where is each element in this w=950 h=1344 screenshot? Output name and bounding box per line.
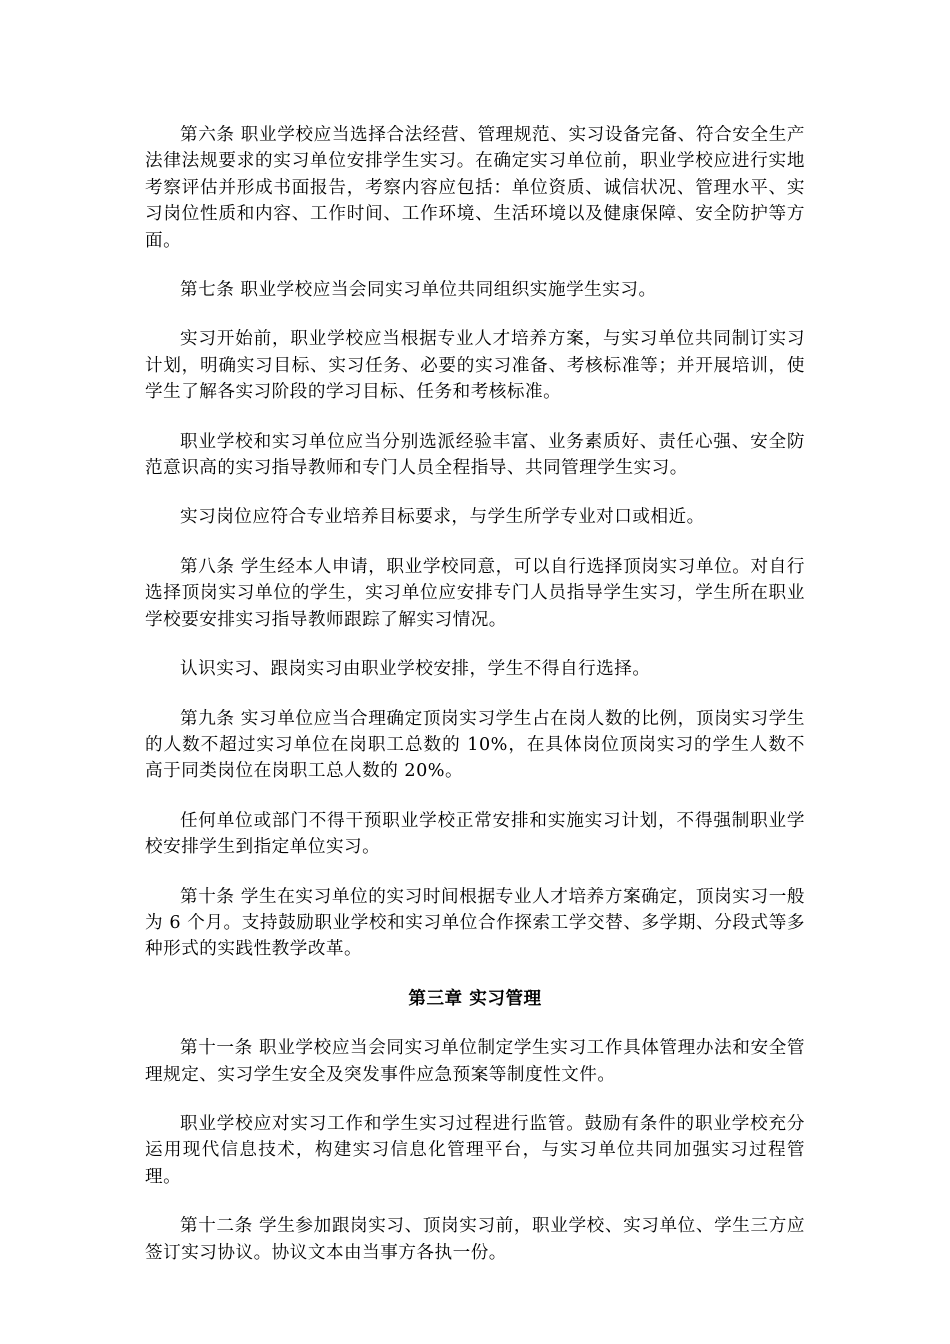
article-9-interference-paragraph: 任何单位或部门不得干预职业学校正常安排和实施实习计划，不得强制职业学校安排学生到指定单位实习。 — [145, 810, 805, 858]
article-7-paragraph: 第七条 职业学校应当会同实习单位共同组织实施学生实习。 — [180, 280, 657, 301]
article-12-paragraph: 第十二条 学生参加跟岗实习、顶岗实习前，职业学校、实习单位、学生三方应签订实习协议。协议文本由当事方各执一份。 — [145, 1216, 805, 1263]
article-11-paragraph: 第十一条 职业学校应当会同实习单位制定学生实习工作具体管理办法和安全管理规定、实习学生安全及突发事件应急预案等制度性文件。 — [145, 1038, 805, 1085]
document-page — [145, 122, 805, 1289]
article-11-supervision-paragraph: 职业学校应对实习工作和学生实习过程进行监管。鼓励有条件的职业学校充分运用现代信息技术，构建实习信息化管理平台，与实习单位共同加强实习过程管理。 — [145, 1113, 805, 1187]
article-7-instructors-paragraph: 职业学校和实习单位应当分别选派经验丰富、业务素质好、责任心强、安全防范意识高的实习指导教师和专门人员全程指导、共同管理学生实习。 — [145, 431, 805, 479]
chapter-heading: 第三章 实习管理 — [408, 987, 542, 1009]
article-7-plan-paragraph: 实习开始前，职业学校应当根据专业人才培养方案，与实习单位共同制订实习计划，明确实习目标、实习任务、必要的实习准备、考核标准等；并开展培训，使学生了解各实习阶段的学习目标、任务和考核标准。 — [145, 329, 805, 403]
article-8-paragraph: 第八条 学生经本人申请，职业学校同意，可以自行选择顶岗实习单位。对自行选择顶岗实习单位的学生，实习单位应安排专门人员指导学生实习，学生所在职业学校要安排实习指导教师跟踪了解实习情况。 — [145, 556, 805, 630]
article-8-arrangement-paragraph: 认识实习、跟岗实习由职业学校安排，学生不得自行选择。 — [180, 659, 651, 680]
article-6-paragraph: 第六条 职业学校应当选择合法经营、管理规范、实习设备完备、符合安全生产法律法规要求的实习单位安排学生实习。在确定实习单位前，职业学校应进行实地考察评估并形成书面报告，考察内容应包括：单位资质、诚信状况、管理水平、实习岗位性质和内容、工作时间、工作环境、生活环境以及健康保障、安全防护等方面。 — [145, 125, 805, 251]
article-9-paragraph: 第九条 实习单位应当合理确定顶岗实习学生占在岗人数的比例，顶岗实习学生的人数不超过实习单位在岗职工总数的 10%，在具体岗位顶岗实习的学生人数不高于同类岗位在岗职工总人数的 20%。 — [145, 708, 805, 782]
article-7-position-paragraph: 实习岗位应符合专业培养目标要求，与学生所学专业对口或相近。 — [180, 507, 705, 528]
article-10-paragraph: 第十条 学生在实习单位的实习时间根据专业人才培养方案确定，顶岗实习一般为 6 个月。支持鼓励职业学校和实习单位合作探索工学交替、多学期、分段式等多种形式的实践性教学改革。 — [145, 886, 805, 960]
